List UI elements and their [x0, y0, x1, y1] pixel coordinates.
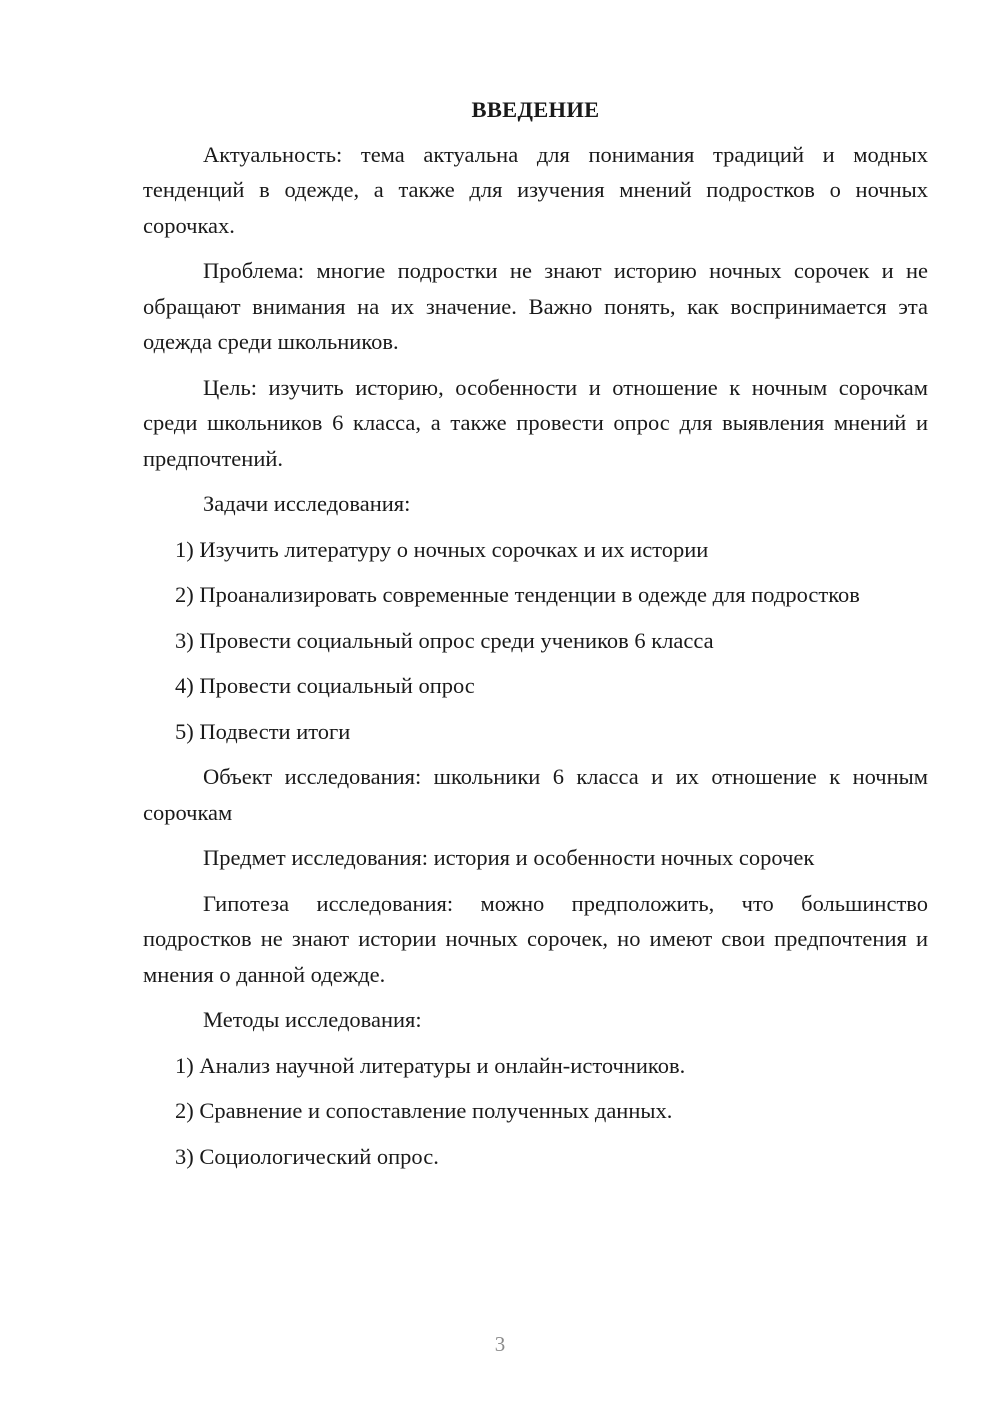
method-item: 2) Сравнение и сопоставление полученных данных. [175, 1098, 673, 1123]
method-item: 1) Анализ научной литературы и онлайн-источников. [175, 1052, 686, 1078]
relevance-paragraph: Актуальность: тема актуальна для понимания традиций и модных тенденций в одежде, а также для изучения мнений подростков о ночных сорочках. [143, 141, 928, 238]
problem-paragraph: Проблема: многие подростки не знают историю ночных сорочек и не обращают внимания на их значение. Важно понять, как воспринимается эта одежда среди школьников. [143, 258, 928, 354]
page-number: 3 [494, 1332, 506, 1356]
section-title: ВВЕДЕНИЕ [471, 97, 600, 122]
task-item: 3) Провести социальный опрос среди учеников 6 класса [175, 627, 714, 653]
task-item: 2) Проанализировать современные тенденции в одежде для подростков [175, 582, 860, 607]
task-item: 4) Провести социальный опрос [175, 673, 475, 698]
task-item: 5) Подвести итоги [175, 718, 351, 744]
object-paragraph: Объект исследования: школьники 6 класса и их отношение к ночным сорочкам [143, 764, 928, 825]
tasks-heading: Задачи исследования: [203, 491, 411, 516]
goal-paragraph: Цель: изучить историю, особенности и отношение к ночным сорочкам среди школьников 6 класса, а также провести опрос для выявления мнений и предпочтений. [143, 374, 928, 471]
hypothesis-paragraph: Гипотеза исследования: можно предположить, что большинство подростков не знают истории ночных сорочек, но имеют свои предпочтения и мнения о данной одежде. [143, 890, 928, 987]
page-content [143, 92, 928, 1184]
task-item: 1) Изучить литературу о ночных сорочках и их истории [175, 536, 709, 562]
methods-heading: Методы исследования: [203, 1007, 422, 1032]
subject-paragraph: Предмет исследования: история и особенности ночных сорочек [203, 845, 815, 870]
method-item: 3) Социологический опрос. [175, 1143, 439, 1169]
